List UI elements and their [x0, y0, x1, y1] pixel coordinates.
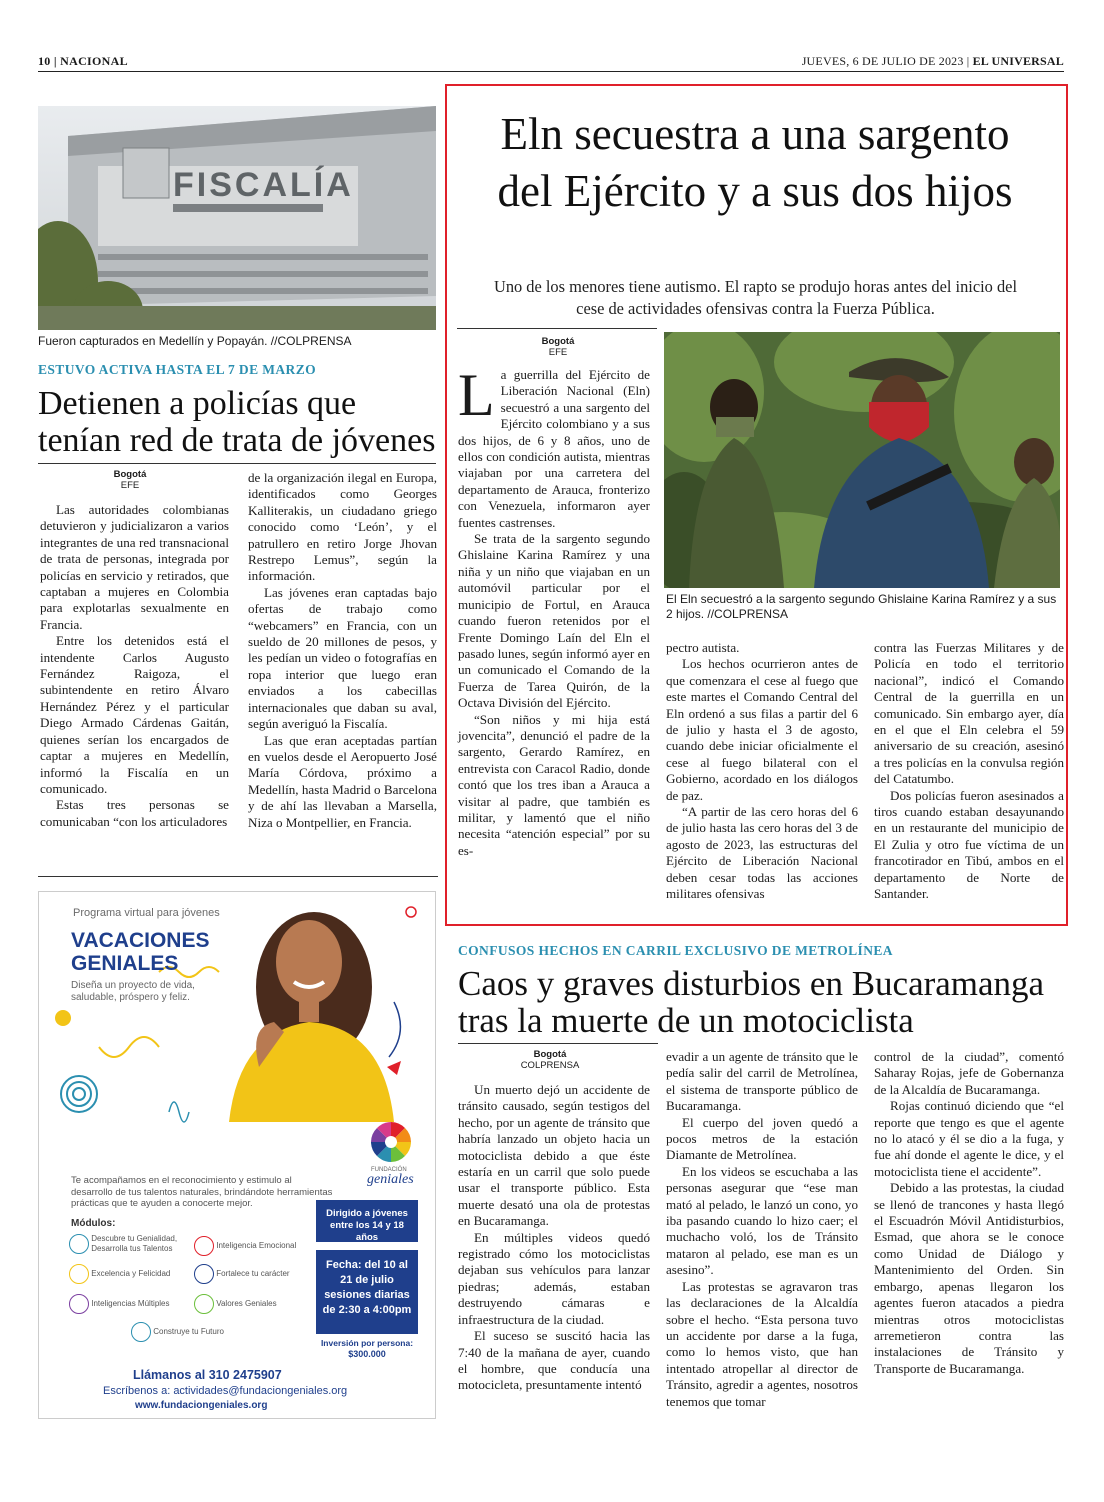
paragraph: Dos policías fueron asesinados a tiros cuando estaban desayunando en un restaurante del municipio de El Zulia y otro fue víctima de un francotirador en Tibú, ambos en el departamento de Norte de Santander. — [874, 787, 1064, 902]
main-byline-city: Bogotá — [541, 336, 575, 347]
fiscalia-photo-caption: Fueron capturados en Medellín y Popayán. //COLPRENSA — [38, 334, 352, 348]
main-col-3 — [874, 640, 1064, 903]
bottom-col-2 — [666, 1049, 858, 1410]
fiscalia-building-image — [38, 106, 436, 330]
ad-foundation-name: geniales — [367, 1172, 414, 1187]
left-kicker: ESTUVO ACTIVA HASTA EL 7 DE MARZO — [38, 362, 316, 377]
paragraph: Se trata de la sargento segundo Ghislaine Karina Ramírez y una niña y un niño que viajaban en un automóvil particular por el municipio de Fortul, en Arauca cuando fueron retenidos por el Frente Domingo Laín del Eln el pasado lunes, según informó ayer en un comunicado el Comando de la Fuerza de Tarea Quirón, de la Octava División del Ejército. — [458, 531, 650, 711]
ad-foundation-top: FUNDACIÓN — [371, 1167, 407, 1173]
ad-email: Escríbenos a: actividades@fundaciongeniales.org — [103, 1385, 348, 1397]
page-date: JUEVES, 6 DE JULIO DE 2023 — [801, 54, 964, 68]
paragraph: El cuerpo del joven quedó a pocos metros de la estación Diamante de Metrolínea. — [666, 1114, 858, 1163]
module-4-icon — [194, 1264, 214, 1284]
bottom-byline-agency: COLPRENSA — [520, 1060, 580, 1071]
module-2-icon — [194, 1236, 214, 1256]
module-5: Inteligencias Múltiples — [69, 1294, 170, 1314]
paragraph: a guerrilla del Ejército de Liberación Nacional (Eln) secuestró a una sargento del Ejército colombiano y a sus dos hijos, de 6 y 8 años, uno de ellos con condición autista, mientras viajaban por una carretera del departamento de Arauca, fronterizo con Venezuela, informaron ayer fuentes castrenses. — [458, 367, 650, 530]
ad-title-2: GENIALES — [71, 952, 179, 975]
vacaciones-geniales-ad[interactable] — [38, 891, 436, 1419]
paragraph: Las autoridades colombianas detuvieron y judicializaron a varios integrantes de una red transnacional de trata de personas, integrada por policías en servicio y retirados, que captaban a mujeres en Colombia para explotarlas sexualmente en Francia. — [40, 502, 229, 632]
ad-intro: Te acompañamos en el reconocimiento y estimulo al desarrollo de tus talentos naturales, brindándote herramientas prácticas que te ayuden a conocerte mejor. — [71, 1175, 333, 1209]
fundacion-geniales-logo-icon — [369, 1120, 413, 1164]
left-byline — [80, 469, 180, 491]
header-rule — [38, 71, 1064, 72]
ad-price-label: Inversión por persona: — [320, 1338, 414, 1348]
module-4: Fortalece tu carácter — [194, 1264, 290, 1284]
paragraph: En múltiples videos quedó registrado cómo los motociclistas dejaban sus vehículos para lanzar piedras; además, estaban destruyendo cámaras e infraestructura de la ciudad. — [458, 1229, 650, 1327]
bottom-byline — [500, 1049, 600, 1071]
module-6: Valores Geniales — [194, 1294, 277, 1314]
ad-dates-box: Fecha: del 10 al 21 de julio sesiones diarias de 2:30 a 4:00pm — [316, 1250, 418, 1334]
paragraph: En los videos se escuchaba a las personas asegurar que “ese man mató al pelado, le lanzó un cono, yo iba pasando cuando lo hizo caer; el muchacho voló, los de Tránsito mataron al pelado, ese man es un asesino”. — [666, 1163, 858, 1278]
ad-subtitle: Diseña un proyecto de vida, saludable, próspero y feliz. — [71, 980, 195, 1003]
page-folio: 10 | NACIONAL — [38, 54, 128, 68]
main-deck: Uno de los menores tiene autismo. El rapto se produjo horas antes del inicio del cese de actividades ofensivas contra la Fuerza Pública. — [493, 277, 1017, 318]
module-1: Descubre tu Genialidad, Desarrolla tus Talentos — [69, 1234, 183, 1254]
paragraph: “A partir de las cero horas del 6 de julio hasta las cero horas del 3 de agosto de 2023, las estructuras del Ejército de Liberación Nacional deben cesar todas las acciones militares ofensivas — [666, 804, 858, 902]
main-col-1 — [458, 362, 650, 859]
paper-name: EL UNIVERSAL — [972, 54, 1064, 68]
bottom-byline-city: Bogotá — [533, 1049, 567, 1060]
ad-audience-box: Dirigido a jóvenes entre los 14 y 18 años — [316, 1200, 418, 1242]
paragraph: Rojas continuó diciendo que “el reporte que tengo es que el agente no lo atacó y él se dio a la fuga, y fue ahí donde el agente le dice, y el motociclista tiene el accidente”. — [874, 1098, 1064, 1179]
paragraph: Las jóvenes eran captadas bajo ofertas de trabajo como “webcamers” en Francia, con un sueldo de 20 millones de pesos, y les pedían un video o fotografías en ropa interior que luego eran enviados a los cabecillas internacionales que daban su aval, según averiguó la Fiscalía. — [248, 584, 437, 732]
bottom-col-3 — [874, 1049, 1064, 1377]
main-byline — [508, 336, 608, 358]
main-rule — [457, 328, 657, 329]
paragraph: pectro autista. — [666, 640, 740, 655]
paragraph: “Son niños y mi hija está jovencita”, denunció el padre de la sargento, Gerardo Ramírez, en entrevista con Caracol Radio, donde contó que los tres iban a Arauca a visitar al padre, que también es militar, y lamentó que el niño necesita “atención especial” por su es- — [458, 711, 650, 858]
left-col-2 — [248, 470, 437, 831]
module-7-icon — [131, 1322, 151, 1342]
module-6-icon — [194, 1294, 214, 1314]
left-bottom-rule — [38, 876, 438, 877]
bottom-headline: Caos y graves disturbios en Bucaramanga tras la muerte de un motociclista — [458, 964, 1045, 1040]
fiscalia-photo — [38, 106, 436, 330]
main-headline: Eln secuestra a una sargento del Ejército y a sus dos hijos — [497, 109, 1013, 216]
left-byline-agency: EFE — [120, 480, 140, 491]
ad-title-1: VACACIONES — [71, 929, 210, 952]
main-col-2 — [666, 640, 858, 903]
bottom-rule — [458, 1043, 658, 1044]
page-dateline: JUEVES, 6 DE JULIO DE 2023 | EL UNIVERSAL — [801, 54, 1064, 68]
paragraph: Los hechos ocurrieron antes de que comenzara el cese al fuego que este martes el Comando Central del Eln ordenó a sus filas a partir del 6 de julio y hasta el 3 de agosto, cuando debe iniciar oficialmente el cese al fuego bilateral con el Gobierno, acordado en los diálogos de paz. — [666, 656, 858, 803]
main-byline-agency: EFE — [548, 347, 568, 358]
paragraph: contra las Fuerzas Militares y de Policía en todo el territorio nacional”, indicó el Comando Central de la guerrilla en un comunicado. Sin embargo ayer, día en el que el Eln celebra el 59 aniversario de su creación, asesinó a tres policías en la convulsa región del Catatumbo. — [874, 640, 1064, 787]
fiscalia-sign-text: FISCALÍA — [173, 166, 354, 204]
ad-tagline: Programa virtual para jóvenes — [73, 907, 220, 919]
paragraph: evadir a un agente de tránsito que le pedía salir del carril de Metrolínea, el sistema de transporte público de Bucaramanga. — [666, 1049, 858, 1114]
paragraph: Las protestas se agravaron tras las declaraciones de la Alcaldía sobre el hecho. “Esta persona tuvo un accidente por darse a la fuga, como lo hemos visto, que han intentado atropellar al director de Tránsito, agredir a agentes, nosotros tenemos que tomar — [666, 1278, 858, 1409]
left-col-1 — [40, 502, 229, 830]
ad-woman-image — [199, 892, 409, 1122]
paragraph: Un muerto dejó un accidente de tránsito causado, según testigos del hecho, por un agente de tránsito que habría lanzado un objeto hacia un motociclista debido a que éste estaría en un carril que solo puede usar el transporte público. Esta muerte desató una ola de protestas en Bucaramanga. — [458, 1082, 650, 1229]
paragraph: control de la ciudad”, comentó Saharay Rojas, jefe de Gobernanza de la Alcaldía de Bucaramanga. — [874, 1049, 1064, 1097]
module-7: Construye tu Futuro — [131, 1322, 224, 1342]
left-byline-city: Bogotá — [113, 469, 147, 480]
module-3-icon — [69, 1264, 89, 1284]
paragraph: de la organización ilegal en Europa, identificados como Georges Kalliterakis, un ciudadano griego conocido como ‘León’, y el patrullero en retiro Jorge Jhovan Restrepo Lemus”, según la información. — [248, 470, 437, 584]
paragraph: Debido a las protestas, la ciudad se llenó de trancones y hasta llegó el Escuadrón Móvil Antidisturbios, Esmad, que ahora se le conoce como Unidad de Diálogo y Mantenimiento del Orden. Sin embargo, apenas llegaron los agentes fueron atacados a piedra mientras otros motociclistas arremetieron contra las instalaciones de Tránsito y Transporte de Bucaramanga. — [874, 1180, 1064, 1376]
module-2: Inteligencia Emocional — [194, 1236, 296, 1256]
paragraph: El suceso se suscitó hacia las 7:40 de la mañana de ayer, cuando el hombre, que conducía una motocicleta, presuntamente intentó — [458, 1328, 650, 1393]
ad-phone: Llámanos al 310 2475907 — [133, 1368, 282, 1382]
eln-guerrillas-image — [664, 332, 1060, 588]
ad-modules-title: Módulos: — [71, 1218, 116, 1229]
paragraph: Entre los detenidos está el intendente Carlos Augusto Fernández Raigoza, el subintendente en retiro Álvaro Hernández Pérez y el particular Diego Armado Cárdenas Gaitán, quienes serían los encargados de captar a mujeres en Medellín, informó la Fiscalía en un comunicado. — [40, 633, 229, 796]
bottom-kicker: CONFUSOS HECHOS EN CARRIL EXCLUSIVO DE METROLÍNEA — [458, 943, 893, 958]
module-1-icon — [69, 1234, 89, 1254]
paragraph: Estas tres personas se comunicaban “con los articuladores — [40, 797, 229, 829]
module-5-icon — [69, 1294, 89, 1314]
paragraph: Las que eran aceptadas partían en vuelos desde el Aeropuerto José María Córdova, próximo a Medellín, hasta Madrid o Barcelona y de ahí las llevaban a Marsella, Niza o Montpellier, en Francia. — [248, 732, 437, 830]
left-headline: Detienen a policías que tenían red de trata de jóvenes — [38, 385, 436, 459]
eln-photo-caption: El Eln secuestró a la sargento segundo Ghislaine Karina Ramírez y a sus 2 hijos. //COLPRENSA — [666, 592, 1057, 621]
ad-modules-list — [69, 1234, 319, 1364]
bottom-col-1 — [458, 1082, 650, 1394]
ad-price: $300.000 — [348, 1349, 386, 1359]
left-rule — [38, 463, 436, 464]
drop-cap: L — [458, 362, 495, 428]
module-3: Excelencia y Felicidad — [69, 1264, 170, 1284]
ad-web[interactable]: www.fundaciongeniales.org — [135, 1400, 268, 1411]
eln-photo — [664, 332, 1060, 588]
